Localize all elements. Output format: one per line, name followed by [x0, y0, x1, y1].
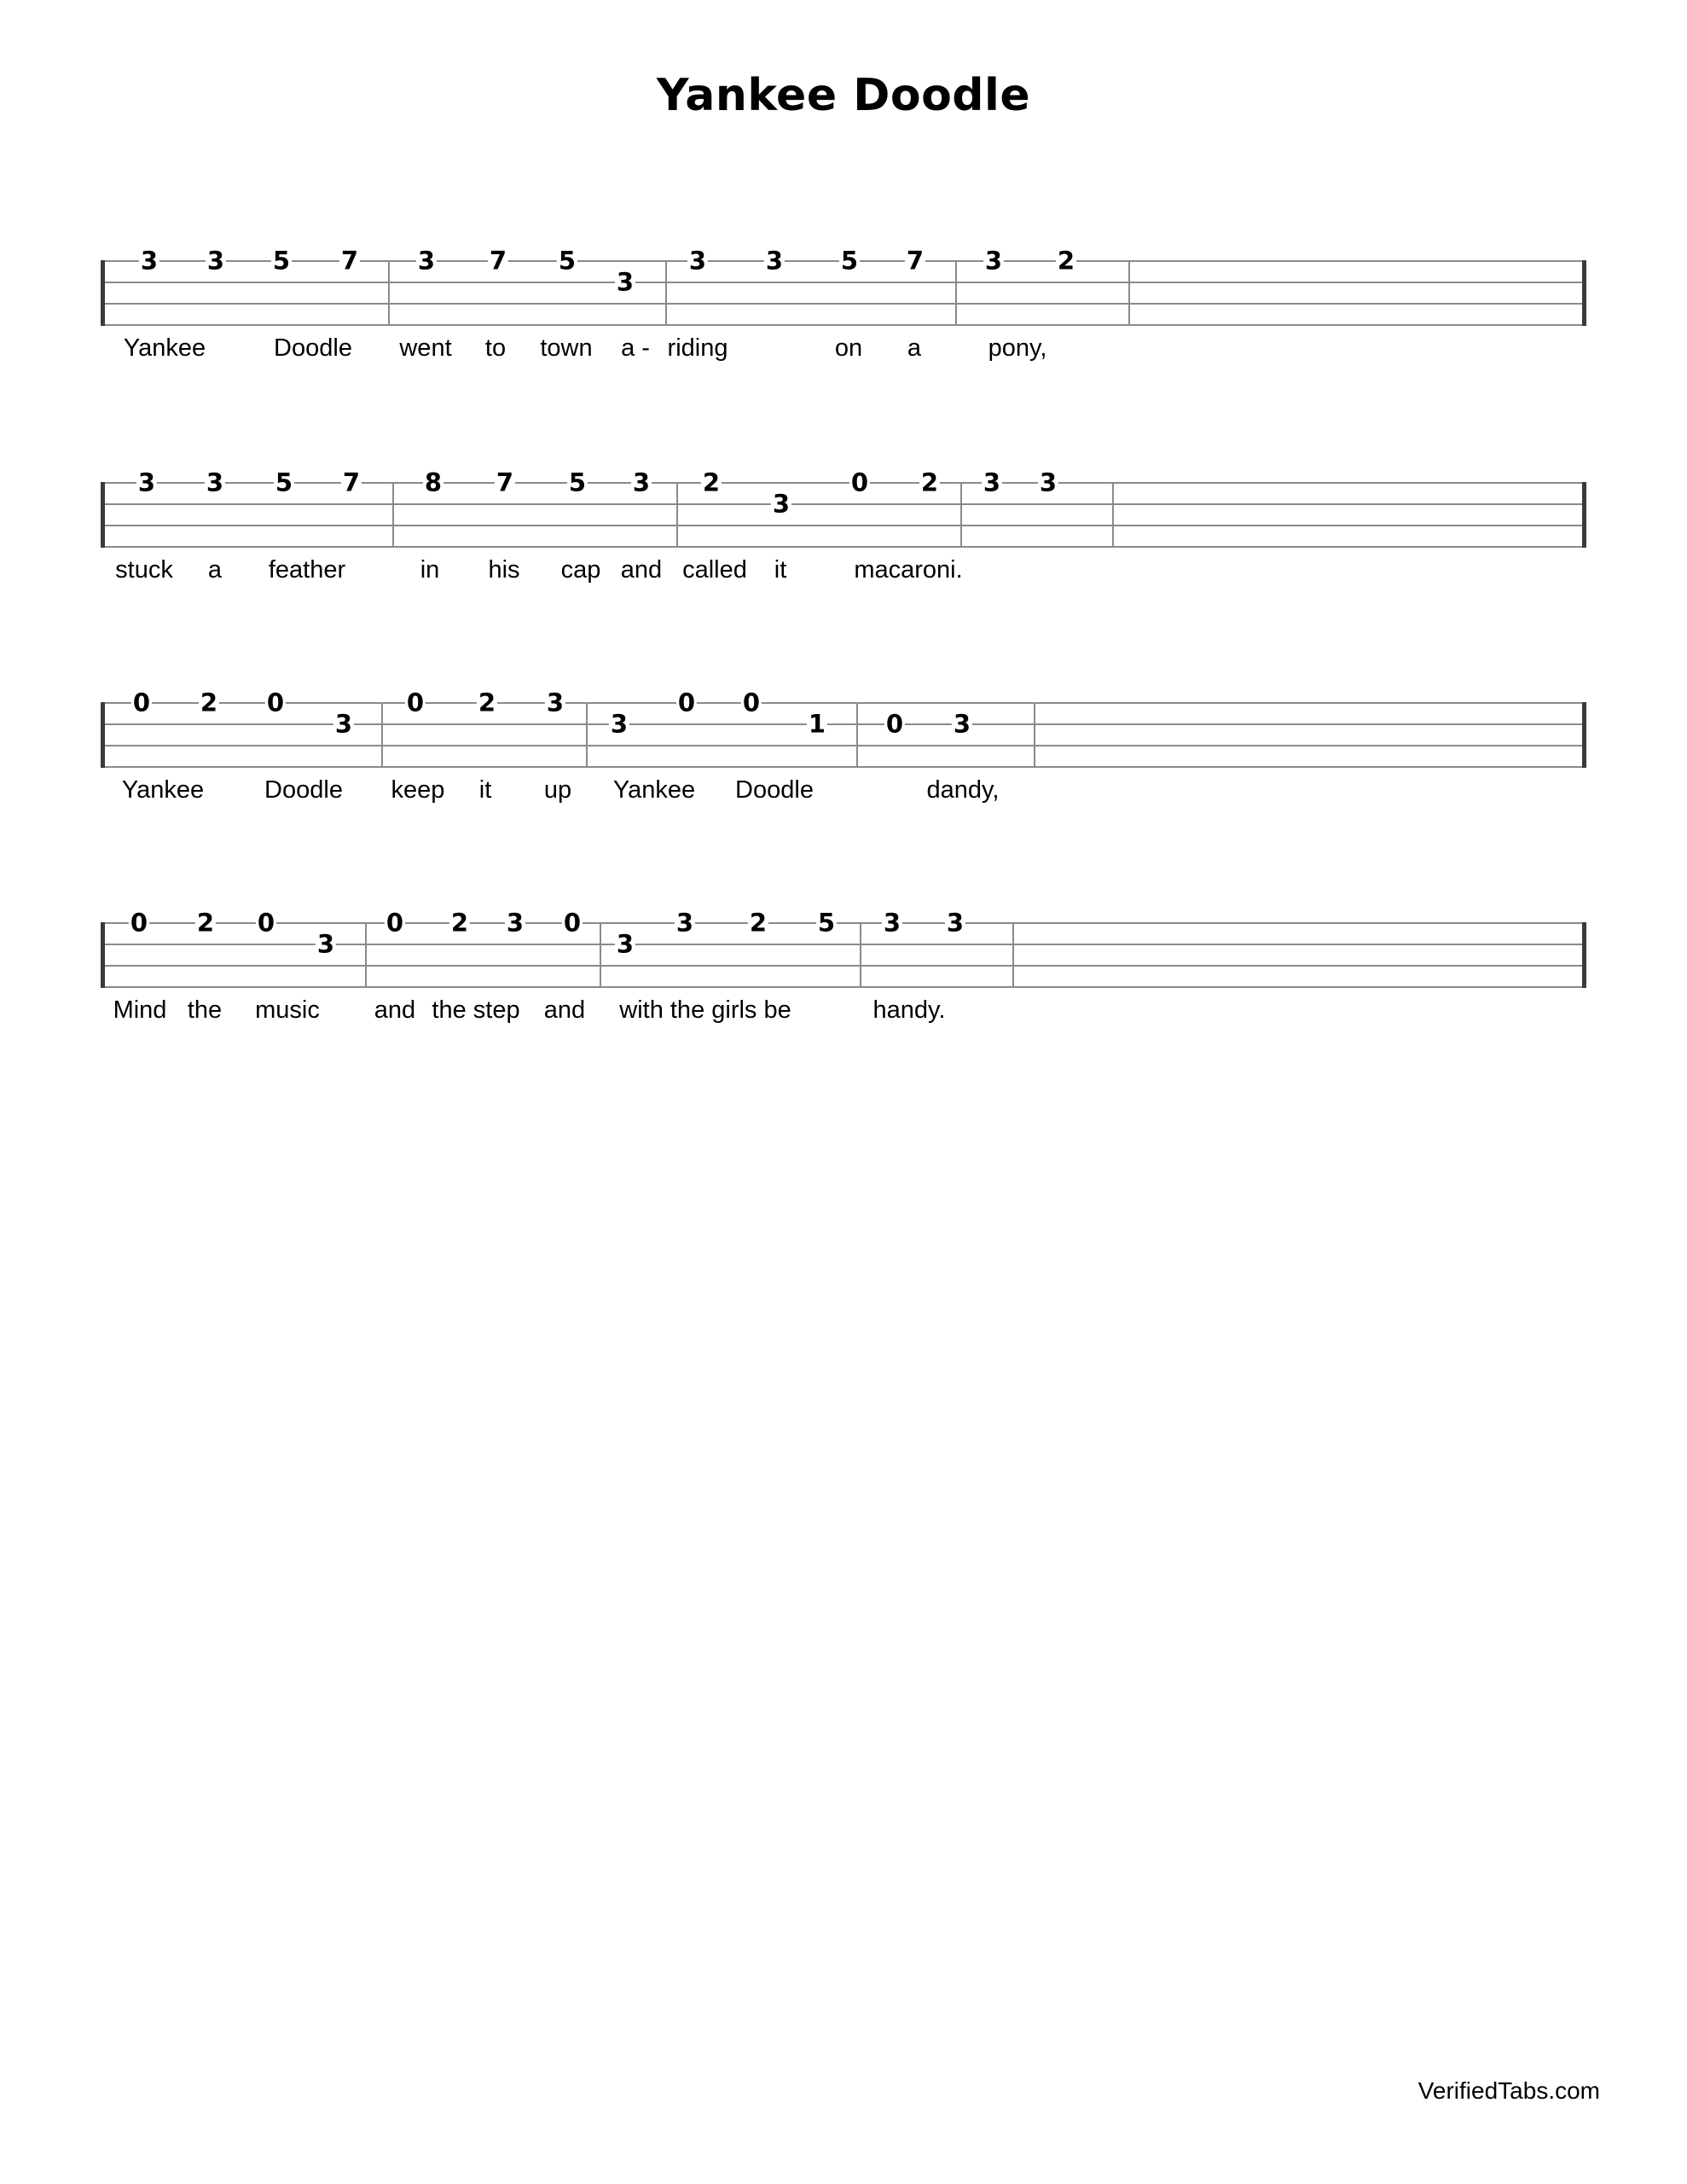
lyric-word: Doodle	[735, 776, 814, 804]
measure-barline	[600, 922, 601, 988]
lyric-word: went	[399, 334, 452, 362]
fret-number: 3	[983, 468, 1001, 497]
fret-number: 3	[632, 468, 651, 497]
lyric-word: Mind	[113, 996, 167, 1024]
measure-barline	[960, 482, 962, 548]
lyric-word: in	[420, 556, 440, 584]
tab-system-3	[0, 688, 1687, 868]
staff-line	[101, 986, 1585, 988]
fret-number: 2	[196, 908, 215, 938]
fret-number: 5	[558, 246, 577, 276]
staff-line	[101, 723, 1585, 725]
fret-number: 5	[275, 468, 293, 497]
tab-system-1	[0, 246, 1687, 427]
measure-barline	[1012, 922, 1014, 988]
lyric-word: stuck	[115, 556, 173, 584]
fret-number: 0	[850, 468, 869, 497]
fret-number: 3	[946, 908, 965, 938]
system-barline	[1582, 922, 1586, 988]
fret-number: 3	[316, 929, 335, 959]
lyric-word: keep	[391, 776, 445, 804]
fret-number: 3	[610, 709, 629, 739]
fret-number: 0	[257, 908, 275, 938]
lyric-word: the	[187, 996, 223, 1024]
lyric-word: and	[374, 996, 416, 1024]
lyric-word: a	[907, 334, 922, 362]
fret-number: 0	[677, 688, 696, 717]
lyric-word: and	[543, 996, 586, 1024]
measure-barline	[388, 260, 390, 326]
fret-number: 5	[840, 246, 859, 276]
fret-number: 3	[616, 929, 635, 959]
lyric-word: music	[255, 996, 320, 1024]
staff-line	[101, 324, 1585, 326]
fret-number: 7	[489, 246, 507, 276]
lyric-word: Yankee	[123, 334, 206, 362]
fret-number: 3	[417, 246, 436, 276]
lyric-word: his	[488, 556, 520, 584]
lyric-word: Yankee	[612, 776, 696, 804]
lyric-word: and	[620, 556, 663, 584]
lyric-word: the step	[432, 996, 520, 1024]
lyric-word: with the girls be	[619, 996, 791, 1024]
lyric-word: it	[774, 556, 787, 584]
fret-number: 0	[406, 688, 425, 717]
system-barline	[1582, 482, 1586, 548]
measure-barline	[665, 260, 667, 326]
fret-number: 3	[675, 908, 694, 938]
fret-number: 2	[920, 468, 939, 497]
staff-line	[101, 282, 1585, 283]
lyric-word: cap	[560, 556, 601, 584]
fret-number: 3	[206, 468, 224, 497]
staff-line	[101, 745, 1585, 746]
staff-line	[101, 965, 1585, 967]
measure-barline	[365, 922, 367, 988]
lyric-word: a -	[621, 334, 650, 362]
system-barline	[1582, 702, 1586, 768]
fret-number: 3	[140, 246, 159, 276]
measure-barline	[955, 260, 957, 326]
fret-number: 3	[772, 489, 791, 519]
lyric-word: it	[478, 776, 492, 804]
fret-number: 3	[984, 246, 1003, 276]
lyric-word: riding	[667, 334, 728, 362]
fret-number: 0	[885, 709, 904, 739]
fret-number: 3	[1039, 468, 1058, 497]
fret-number: 5	[817, 908, 836, 938]
fret-number: 3	[506, 908, 525, 938]
lyric-word: Doodle	[274, 334, 352, 362]
system-barline	[101, 260, 105, 326]
staff-line	[101, 482, 1585, 484]
measure-barline	[1112, 482, 1114, 548]
measure-barline	[856, 702, 858, 768]
fret-number: 0	[563, 908, 582, 938]
lyric-word: macaroni.	[854, 556, 963, 584]
lyric-word: Yankee	[121, 776, 205, 804]
system-barline	[1582, 260, 1586, 326]
fret-number: 7	[342, 468, 361, 497]
measure-barline	[381, 702, 383, 768]
fret-number: 0	[742, 688, 761, 717]
fret-number: 2	[478, 688, 496, 717]
fret-number: 2	[749, 908, 768, 938]
lyric-word: pony,	[988, 334, 1047, 362]
fret-number: 5	[272, 246, 291, 276]
measure-barline	[586, 702, 588, 768]
lyric-word: handy.	[872, 996, 946, 1024]
lyric-word: on	[834, 334, 863, 362]
fret-number: 3	[206, 246, 225, 276]
system-barline	[101, 482, 105, 548]
fret-number: 2	[702, 468, 721, 497]
staff-line	[101, 546, 1585, 548]
fret-number: 7	[906, 246, 925, 276]
fret-number: 3	[883, 908, 901, 938]
fret-number: 0	[386, 908, 404, 938]
fret-number: 1	[808, 709, 826, 739]
measure-barline	[392, 482, 394, 548]
staff-line	[101, 525, 1585, 526]
tab-system-2	[0, 468, 1687, 648]
fret-number: 3	[137, 468, 156, 497]
fret-number: 2	[1057, 246, 1075, 276]
fret-number: 3	[334, 709, 353, 739]
staff-line	[101, 766, 1585, 768]
lyric-word: dandy,	[926, 776, 1000, 804]
tab-system-4	[0, 908, 1687, 1089]
lyric-word: town	[540, 334, 593, 362]
fret-number: 3	[688, 246, 707, 276]
fret-number: 2	[450, 908, 469, 938]
fret-number: 0	[130, 908, 148, 938]
fret-number: 7	[340, 246, 359, 276]
lyric-word: to	[484, 334, 507, 362]
staff-line	[101, 303, 1585, 305]
fret-number: 3	[953, 709, 971, 739]
lyric-word: a	[207, 556, 223, 584]
fret-number: 3	[546, 688, 565, 717]
lyric-word: up	[543, 776, 572, 804]
fret-number: 7	[496, 468, 514, 497]
measure-barline	[1034, 702, 1035, 768]
measure-barline	[1128, 260, 1130, 326]
fret-number: 3	[765, 246, 784, 276]
fret-number: 0	[132, 688, 151, 717]
footer-site-name: VerifiedTabs.com	[1417, 2077, 1600, 2104]
measure-barline	[676, 482, 678, 548]
fret-number: 8	[424, 468, 443, 497]
lyric-word: Doodle	[264, 776, 343, 804]
fret-number: 2	[200, 688, 218, 717]
lyric-word: called	[682, 556, 747, 584]
staff-line	[101, 702, 1585, 704]
lyric-word: feather	[268, 556, 346, 584]
measure-barline	[860, 922, 861, 988]
staff-line	[101, 922, 1585, 924]
staff-line	[101, 503, 1585, 505]
system-barline	[101, 702, 105, 768]
system-barline	[101, 922, 105, 988]
page-title: Yankee Doodle	[656, 70, 1031, 121]
fret-number: 0	[266, 688, 285, 717]
fret-number: 3	[616, 267, 635, 297]
fret-number: 5	[568, 468, 587, 497]
